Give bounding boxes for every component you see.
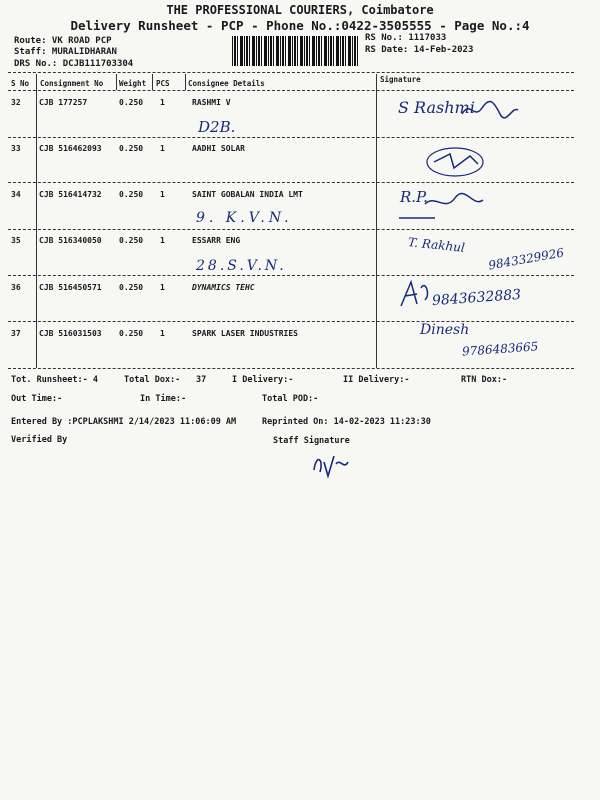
col-sno: S No (11, 79, 30, 88)
company-title: THE PROFESSIONAL COURIERS, Coimbatore (166, 3, 434, 17)
signature-scribble-icon (395, 278, 435, 312)
row-consignee: SAINT GOBALAN INDIA LMT (192, 190, 303, 199)
row-signature: R.P. (400, 188, 428, 206)
row-consignee: RASHMI V (192, 98, 231, 107)
row-consignee: AADHI SOLAR (192, 144, 245, 153)
row-weight: 0.250 (119, 144, 144, 153)
runsheet-subtitle: Delivery Runsheet - PCP - Phone No.:0422-3505555 - Page No.:4 (70, 18, 530, 33)
signature-stamp-icon (420, 140, 490, 180)
row-signature: T. Rakhul (407, 235, 466, 255)
reprinted-on: Reprinted On: 14-02-2023 11:23:30 (262, 417, 431, 427)
rtn-dox-label: RTN Dox:- (461, 375, 508, 385)
col-weight: Weight (119, 79, 147, 88)
row-note: 9. K.V.N. (196, 210, 293, 226)
row-consignee: SPARK LASER INDUSTRIES (192, 329, 298, 338)
col-consignee: Consignee Details (188, 79, 265, 88)
signature-scribble-icon (395, 190, 490, 225)
drs-label: DRS No.: DCJB111703304 (14, 59, 134, 69)
row-consignment: CJB 177257 (39, 98, 88, 107)
row-weight: 0.250 (119, 329, 144, 338)
rs-no-label: RS No.: 1117033 (365, 33, 447, 43)
total-dox-value: 37 (196, 375, 207, 385)
row-phone: 9843329926 (487, 245, 565, 273)
staff-signature-label: Staff Signature (273, 436, 350, 446)
row-weight: 0.250 (119, 236, 144, 245)
row-note: D2B. (198, 118, 236, 136)
row-sno: 36 (11, 283, 21, 292)
row-pcs: 1 (160, 190, 165, 199)
barcode-icon (232, 36, 358, 66)
staff-label: Staff: MURALIDHARAN (14, 47, 117, 57)
row-pcs: 1 (160, 236, 165, 245)
row-pcs: 1 (160, 329, 165, 338)
verified-by: Verified By (11, 435, 68, 445)
ii-delivery-label: II Delivery:- (343, 375, 410, 385)
row-consignment: CJB 516340050 (39, 236, 102, 245)
row-sno: 32 (11, 98, 21, 107)
row-consignee: DYNAMICS TEHC (192, 283, 255, 292)
row-phone: 9843632883 (431, 286, 522, 310)
row-pcs: 1 (160, 144, 165, 153)
row-consignment: CJB 516462093 (39, 144, 102, 153)
row-sno: 37 (11, 329, 21, 338)
row-consignment: CJB 516414732 (39, 190, 102, 199)
total-runsheet: Tot. Runsheet:- 4 (11, 375, 98, 385)
row-phone: 9786483665 (461, 339, 539, 359)
col-signature: Signature (380, 75, 421, 84)
entered-by: Entered By :PCPLAKSHMI 2/14/2023 11:06:09 AM (11, 417, 237, 427)
i-delivery-label: I Delivery:- (232, 375, 294, 385)
row-pcs: 1 (160, 98, 165, 107)
route-label: Route: VK ROAD PCP (14, 36, 112, 46)
total-pod-label: Total POD:- (262, 394, 319, 404)
in-time-label: In Time:- (140, 394, 187, 404)
row-note: 28.S.V.N. (196, 258, 287, 274)
row-signature: S Rashmi (398, 98, 475, 117)
row-sno: 33 (11, 144, 21, 153)
rs-date-label: RS Date: 14-Feb-2023 (365, 45, 474, 55)
row-sno: 34 (11, 190, 21, 199)
staff-signature-icon (310, 450, 350, 480)
out-time-label: Out Time:- (11, 394, 63, 404)
col-pcs: PCS (156, 79, 170, 88)
row-consignment: CJB 516031503 (39, 329, 102, 338)
row-pcs: 1 (160, 283, 165, 292)
row-weight: 0.250 (119, 190, 144, 199)
row-weight: 0.250 (119, 98, 144, 107)
row-weight: 0.250 (119, 283, 144, 292)
row-sno: 35 (11, 236, 21, 245)
total-dox-label: Total Dox:- (124, 375, 181, 385)
row-consignment: CJB 516450571 (39, 283, 102, 292)
col-consignment: Consignment No (40, 79, 104, 88)
row-signature: Dinesh (420, 322, 470, 338)
row-consignee: ESSARR ENG (192, 236, 241, 245)
signature-scribble-icon (460, 96, 520, 126)
